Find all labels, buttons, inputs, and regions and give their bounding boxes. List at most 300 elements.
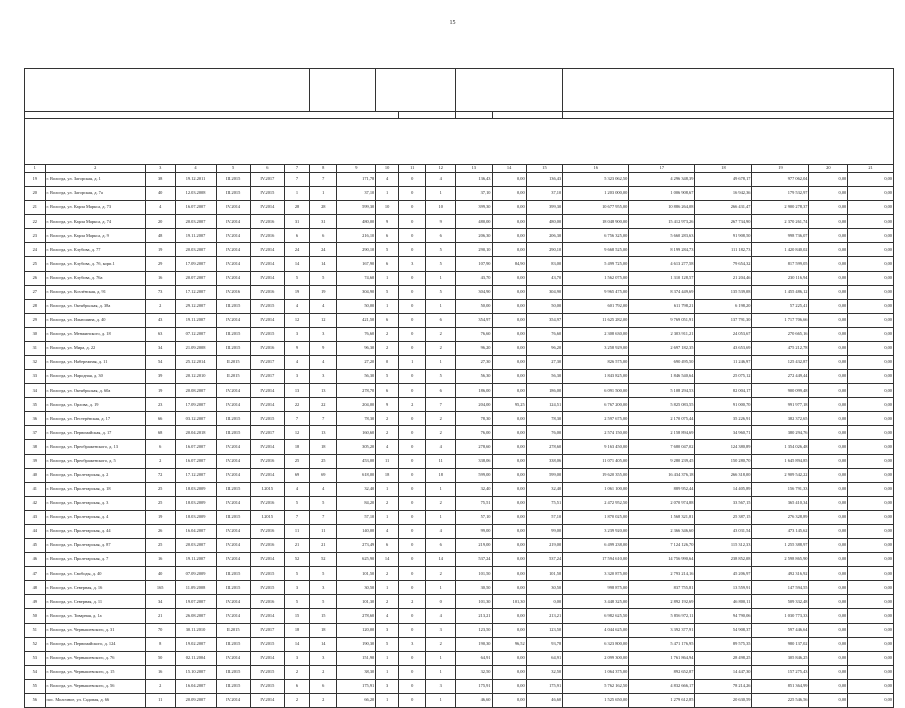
table-cell: 1 761 864,94	[629, 651, 695, 665]
table-cell: 55	[25, 679, 46, 693]
table-cell: 25	[25, 257, 46, 271]
table-cell: 6	[426, 229, 456, 243]
table-cell: 33	[25, 370, 46, 384]
table-cell: 0,00	[492, 679, 526, 693]
table-cell: IV.2015	[250, 665, 284, 679]
table-cell: 0,00	[848, 440, 894, 454]
table-cell: 0,00	[492, 581, 526, 595]
address-cell: г. Вологда, ул. Чернышевского, д. 76	[45, 651, 145, 665]
table-cell: 167,90	[337, 257, 376, 271]
table-cell: 1 061 100,00	[563, 482, 629, 496]
table-cell: 18	[426, 468, 456, 482]
table-cell: 480,00	[526, 215, 562, 229]
table-cell: 5	[426, 243, 456, 257]
table-cell: 11	[426, 454, 456, 468]
table-cell: IV.2015	[250, 637, 284, 651]
table-cell: IV.2015	[250, 187, 284, 201]
table-cell: IV.2014	[216, 468, 250, 482]
table-cell: 2	[426, 567, 456, 581]
table-cell: 26.08.2007	[175, 609, 216, 623]
table-cell: 0,00	[492, 440, 526, 454]
table-cell: 290,10	[337, 243, 376, 257]
table-cell: 0	[399, 651, 426, 665]
table-cell: 13 559,91	[695, 581, 752, 595]
table-cell: 13	[310, 384, 337, 398]
table-cell: III.2015	[216, 482, 250, 496]
table-cell: 0,00	[492, 299, 526, 313]
table-cell: 9 965 475,00	[563, 285, 629, 299]
table-cell: 0,00	[809, 454, 848, 468]
table-cell: IV.2014	[216, 539, 250, 553]
table-cell: 72	[145, 468, 175, 482]
table-cell: 2	[284, 693, 309, 707]
table-cell: 338,06	[456, 454, 492, 468]
table-cell: 219,00	[456, 539, 492, 553]
table-cell: 7	[284, 412, 309, 426]
table-cell: 6	[426, 384, 456, 398]
table-cell: 1	[310, 187, 337, 201]
table-cell: 2 892 192,69	[629, 595, 695, 609]
table-row	[25, 201, 894, 215]
table-cell: 73	[145, 285, 175, 299]
table-cell: 2	[399, 595, 426, 609]
table-cell: 19	[145, 243, 175, 257]
table-cell: 23	[25, 229, 46, 243]
table-cell: 16.04.2007	[175, 524, 216, 538]
table-cell: 5	[426, 285, 456, 299]
table-cell: 83,00	[526, 257, 562, 271]
table-cell: 20.08.2007	[175, 384, 216, 398]
table-cell: 14 405,89	[695, 482, 752, 496]
table-cell: 0,00	[848, 581, 894, 595]
table-cell: 49 678,17	[695, 173, 752, 187]
table-cell: 7	[284, 173, 309, 187]
table-cell: 206,30	[456, 229, 492, 243]
table-cell: IV.2014	[250, 651, 284, 665]
table-cell: 0,00	[492, 553, 526, 567]
table-cell: 50,00	[526, 299, 562, 313]
table-cell: 76,00	[526, 426, 562, 440]
table-cell: 9 769 051,91	[629, 313, 695, 327]
table-cell: 0	[399, 313, 426, 327]
table-cell: 21	[25, 201, 46, 215]
table-cell: 21.09.2008	[175, 341, 216, 355]
table-cell: 0	[399, 327, 426, 341]
table-cell: 0,00	[809, 299, 848, 313]
table-header	[25, 69, 894, 173]
table-row	[25, 665, 894, 679]
table-cell: 11	[376, 454, 399, 468]
table-cell: 82 004,17	[695, 384, 752, 398]
table-cell: 1	[376, 665, 399, 679]
column-number-cell: 21	[848, 165, 894, 173]
table-cell: 0,00	[492, 496, 526, 510]
table-cell: 14	[376, 553, 399, 567]
table-cell: 0,00	[809, 482, 848, 496]
address-cell: г. Вологда, ул. Карла Маркса, д. 74	[45, 215, 145, 229]
table-cell: 0,00	[492, 426, 526, 440]
table-cell: 1 717 706,66	[752, 313, 809, 327]
table-cell: 48	[25, 581, 46, 595]
table-cell: 1	[376, 271, 399, 285]
table-cell: I.2015	[250, 510, 284, 524]
table-cell: 14	[310, 257, 337, 271]
table-cell: 0,00	[848, 553, 894, 567]
address-cell: г. Вологда, ул. Северная, д. 16	[45, 581, 145, 595]
table-cell: 1 525 650,00	[563, 693, 629, 707]
table-cell: 32,40	[337, 482, 376, 496]
table-cell: 17.12.2007	[175, 285, 216, 299]
address-cell: г. Вологда, ул. Менжинского, д. 18	[45, 327, 145, 341]
table-cell: 0,00	[492, 313, 526, 327]
table-cell: II.2015	[216, 370, 250, 384]
table-cell: 421,50	[337, 313, 376, 327]
table-cell: 4	[426, 440, 456, 454]
table-cell: 0,00	[809, 271, 848, 285]
table-cell: 998 736,07	[752, 229, 809, 243]
table-cell: 7	[310, 412, 337, 426]
column-number-cell: 3	[145, 165, 175, 173]
table-row	[25, 496, 894, 510]
column-number-cell: 11	[399, 165, 426, 173]
table-row	[25, 468, 894, 482]
table-cell: 54	[145, 356, 175, 370]
table-cell: 0,00	[809, 215, 848, 229]
table-cell: 1 064 375,00	[563, 665, 629, 679]
table-cell: 213,21	[526, 609, 562, 623]
table-cell: 0,00	[848, 595, 894, 609]
table-cell: 2	[376, 595, 399, 609]
table-cell: IV.2016	[250, 215, 284, 229]
table-cell: 45	[25, 539, 46, 553]
table-cell: 32,50	[526, 665, 562, 679]
table-cell: 54 908,37	[695, 623, 752, 637]
table-cell: 8 374 449,69	[629, 285, 695, 299]
address-cell: г. Вологда, ул. Набережная, д. 11	[45, 356, 145, 370]
table-cell: 0,00	[809, 679, 848, 693]
address-cell: г. Вологда, ул. Клубова, д. 77	[45, 243, 145, 257]
table-row	[25, 567, 894, 581]
table-cell: 0,00	[492, 482, 526, 496]
table-cell: 7	[284, 510, 309, 524]
table-cell: 0	[399, 553, 426, 567]
table-cell: 2 303 911,21	[629, 327, 695, 341]
table-cell: 45 206,97	[695, 567, 752, 581]
table-cell: IV.2017	[250, 370, 284, 384]
column-number-cell: 6	[250, 165, 284, 173]
table-cell: 9	[284, 341, 309, 355]
table-cell: IV.2014	[216, 313, 250, 327]
table-cell: 817 599,05	[752, 257, 809, 271]
page-number: 15	[449, 20, 456, 26]
table-cell: 20	[25, 187, 46, 201]
table-cell: 0,00	[809, 609, 848, 623]
table-cell: 2	[284, 665, 309, 679]
table-cell: 204,00	[456, 398, 492, 412]
table-cell: IV.2016	[250, 454, 284, 468]
table-row	[25, 426, 894, 440]
table-cell: 20.03.2007	[175, 539, 216, 553]
table-cell: 50	[145, 651, 175, 665]
table-cell: 5 323 062,50	[563, 173, 629, 187]
table-cell: 101,30	[492, 595, 526, 609]
table-cell: 3	[284, 581, 309, 595]
table-cell: 5	[284, 595, 309, 609]
table-cell: 0,00	[848, 651, 894, 665]
table-cell: 4 296 348,39	[629, 173, 695, 187]
table-cell: 3	[426, 679, 456, 693]
table-cell: 10 677 955,00	[563, 201, 629, 215]
table-cell: 50	[25, 609, 46, 623]
table-cell: 0	[399, 173, 426, 187]
table-cell: 02.11.2004	[175, 651, 216, 665]
table-cell: 32,40	[526, 482, 562, 496]
column-number-cell: 9	[337, 165, 376, 173]
table-cell: 0,00	[809, 693, 848, 707]
table-cell: 0	[399, 623, 426, 637]
table-cell: 135 539,08	[695, 285, 752, 299]
table-cell: 2	[399, 398, 426, 412]
table-cell: 4	[310, 482, 337, 496]
table-cell: 46 800,11	[695, 595, 752, 609]
table-cell: 5	[310, 567, 337, 581]
table-cell: 66	[145, 412, 175, 426]
table-cell: 32,50	[456, 665, 492, 679]
table-cell: 826 575,00	[563, 356, 629, 370]
table-cell: 0	[399, 341, 426, 355]
table-cell: II.2015	[216, 356, 250, 370]
table-cell: 6 323 800,00	[563, 637, 629, 651]
table-cell: 35	[25, 398, 46, 412]
table-row	[25, 651, 894, 665]
table-cell: 7	[310, 173, 337, 187]
table-cell: 53	[25, 651, 46, 665]
table-cell: 304,90	[456, 285, 492, 299]
table-cell: 4	[376, 524, 399, 538]
table-cell: 0,00	[848, 257, 894, 271]
table-cell: 0,00	[848, 412, 894, 426]
address-cell: г. Вологда, ул. Октябрьская, д. 60а	[45, 384, 145, 398]
column-number-row	[25, 165, 894, 173]
table-cell: 0,00	[492, 327, 526, 341]
table-cell: 0,00	[809, 243, 848, 257]
table-cell: 165	[145, 581, 175, 595]
table-cell: 6	[426, 539, 456, 553]
table-cell: 0,00	[492, 623, 526, 637]
table-cell: 492 316,92	[752, 567, 809, 581]
table-cell: 0,00	[848, 299, 894, 313]
table-cell: 76,60	[337, 327, 376, 341]
table-cell: 6	[376, 229, 399, 243]
table-cell: 0	[399, 510, 426, 524]
table-cell: 204,00	[337, 398, 376, 412]
table-cell: 40	[145, 187, 175, 201]
table-cell: 20.09.2007	[175, 693, 216, 707]
table-cell: 12	[284, 426, 309, 440]
table-cell: 76,60	[456, 327, 492, 341]
table-cell: IV.2014	[216, 524, 250, 538]
table-cell: 2 598 865,90	[752, 553, 809, 567]
table-cell: 94 790,06	[695, 609, 752, 623]
table-cell: 0,00	[809, 257, 848, 271]
table-cell: 57,10	[526, 510, 562, 524]
column-number-cell: 16	[563, 165, 629, 173]
table-row	[25, 412, 894, 426]
resettlement-table	[24, 68, 894, 708]
table-cell: 13	[310, 426, 337, 440]
table-cell: 10 886 264,08	[629, 201, 695, 215]
table-cell: 0,00	[809, 313, 848, 327]
table-cell: 150 280,70	[695, 454, 752, 468]
table-cell: 50,00	[456, 299, 492, 313]
table-cell: 3	[310, 327, 337, 341]
table-cell: IV.2016	[216, 285, 250, 299]
table-cell: 0	[399, 243, 426, 257]
table-cell: 272 449,44	[752, 370, 809, 384]
table-cell: 219,00	[526, 539, 562, 553]
table-cell: 28	[284, 201, 309, 215]
table-cell: 0,00	[492, 285, 526, 299]
table-cell: 49	[25, 595, 46, 609]
table-cell: 0,00	[809, 356, 848, 370]
table-cell: 18.03.2009	[175, 510, 216, 524]
table-cell: IV.2014	[250, 693, 284, 707]
table-cell: 0,00	[492, 173, 526, 187]
table-cell: 1 279 612,85	[629, 693, 695, 707]
address-cell: г. Вологда, ул. Клубова, д. 76а	[45, 271, 145, 285]
header-row-columns	[25, 119, 894, 165]
table-cell: 115 312,33	[695, 539, 752, 553]
table-cell: 453,00	[337, 454, 376, 468]
table-cell: III.2015	[216, 581, 250, 595]
table-cell: 480,00	[456, 215, 492, 229]
table-cell: 3 448 325,00	[563, 595, 629, 609]
table-cell: 2 366 346,60	[629, 524, 695, 538]
table-cell: 0,00	[848, 187, 894, 201]
table-cell: 19.12.2011	[175, 173, 216, 187]
table-cell: 690 495,50	[629, 356, 695, 370]
table-cell: 56,30	[526, 370, 562, 384]
table-body	[25, 173, 894, 708]
address-cell: г. Вологда, ул. Пролетарская, д. 7	[45, 553, 145, 567]
table-cell: 0	[399, 693, 426, 707]
address-cell: г. Вологда, ул. Пролетарская, д. 2	[45, 468, 145, 482]
table-cell: 46,60	[456, 693, 492, 707]
table-cell: 20 630,59	[695, 693, 752, 707]
address-cell: г. Вологда, ул. Пролетарская, д. 44	[45, 524, 145, 538]
table-cell: 19	[284, 285, 309, 299]
table-cell: IV.2014	[216, 384, 250, 398]
table-cell: 179 532,97	[752, 187, 809, 201]
table-cell: 5 660 283,63	[629, 229, 695, 243]
table-cell: 0	[399, 454, 426, 468]
table-cell: 900 099,48	[752, 384, 809, 398]
table-cell: 3 258 929,00	[563, 341, 629, 355]
table-cell: 206,30	[526, 229, 562, 243]
table-cell: III.2015	[216, 679, 250, 693]
table-cell: 2 472 952,50	[563, 496, 629, 510]
table-cell: 12.03.2008	[175, 187, 216, 201]
table-cell: 6 091 500,00	[563, 384, 629, 398]
address-cell: г. Вологда, ул. Преображенского, д. 13	[45, 440, 145, 454]
table-cell: 123,50	[456, 623, 492, 637]
table-cell: 4	[426, 173, 456, 187]
column-number-cell: 15	[526, 165, 562, 173]
table-cell: 93,78	[526, 637, 562, 651]
table-cell: 46,60	[526, 693, 562, 707]
table-cell: IV.2015	[250, 327, 284, 341]
table-cell: IV.2014	[216, 398, 250, 412]
table-cell: 0,00	[809, 187, 848, 201]
table-cell: IV.2014	[216, 271, 250, 285]
table-cell: 0,00	[848, 609, 894, 623]
table-cell: 3	[284, 370, 309, 384]
table-cell: 3	[284, 327, 309, 341]
table-cell: III.2015	[216, 299, 250, 313]
table-cell: 892 652,87	[629, 665, 695, 679]
table-cell: 27	[25, 285, 46, 299]
table-cell: 5	[310, 595, 337, 609]
table-cell: 6	[376, 384, 399, 398]
table-cell: 84,90	[492, 257, 526, 271]
table-cell: 19.02.2007	[175, 637, 216, 651]
table-row	[25, 327, 894, 341]
table-cell: 9 280 239,45	[629, 454, 695, 468]
table-cell: III.2015	[216, 637, 250, 651]
table-cell: 25 075,12	[695, 370, 752, 384]
table-cell: 186,00	[526, 384, 562, 398]
table-cell: 25	[284, 454, 309, 468]
table-cell: 6	[310, 229, 337, 243]
table-cell: 40	[145, 567, 175, 581]
table-cell: 96,20	[456, 341, 492, 355]
table-cell: 1	[426, 299, 456, 313]
table-cell: IV.2014	[216, 257, 250, 271]
table-cell: 38	[145, 173, 175, 187]
table-cell: IV.2015	[250, 679, 284, 693]
table-cell: 599,30	[337, 201, 376, 215]
table-cell: 16.07.2007	[175, 440, 216, 454]
table-cell: 4	[426, 524, 456, 538]
table-cell: 0,00	[809, 623, 848, 637]
table-cell: 18.03.2009	[175, 482, 216, 496]
column-number-cell: 8	[310, 165, 337, 173]
table-cell: 0,00	[848, 327, 894, 341]
table-cell: 0	[399, 370, 426, 384]
address-cell: г. Вологда, ул. Северная, д. 11	[45, 595, 145, 609]
table-cell: 3 239 920,00	[563, 524, 629, 538]
table-cell: IV.2014	[216, 496, 250, 510]
table-cell: 0	[399, 201, 426, 215]
table-cell: 5 499 725,00	[563, 257, 629, 271]
table-cell: 19	[145, 510, 175, 524]
table-cell: 84,20	[337, 496, 376, 510]
table-row	[25, 454, 894, 468]
subgroup-spacer-1	[25, 112, 399, 119]
column-number-cell: 12	[426, 165, 456, 173]
table-cell: 889 952,44	[629, 482, 695, 496]
table-cell: 96,20	[526, 341, 562, 355]
table-cell: 14	[310, 637, 337, 651]
table-cell: 0,00	[492, 215, 526, 229]
table-cell: 0,00	[809, 595, 848, 609]
table-cell: 136,43	[456, 173, 492, 187]
table-cell: 0	[399, 468, 426, 482]
table-cell: 4 044 625,00	[563, 623, 629, 637]
table-cell: III.2015	[216, 665, 250, 679]
table-cell: 6	[376, 313, 399, 327]
table-cell: 6	[145, 440, 175, 454]
